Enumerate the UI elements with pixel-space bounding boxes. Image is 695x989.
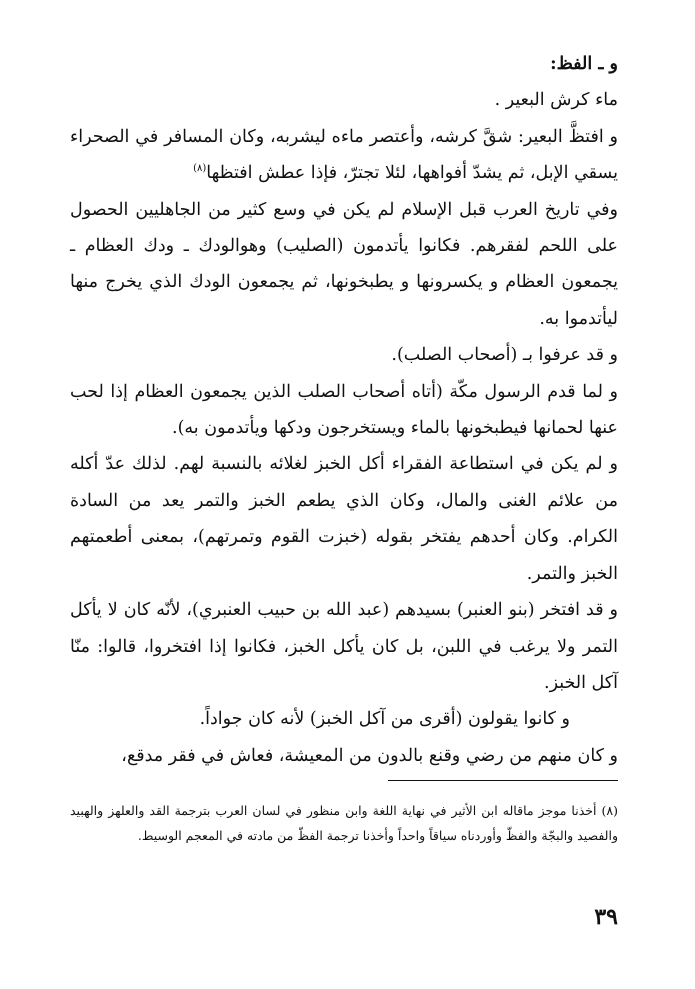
paragraph-7: و قد افتخر (بنو العنبر) بسيدهم (عبد الله بن حبيب العنبري)، لأنّه كان لا يأكل التمر ولا يرغب في اللبن، بل كان يأكل الخبز، فكانوا إذا افتخروا، قالوا: منّا آكل الخبز. <box>70 600 618 693</box>
paragraph-9: و كان منهم من رضي وقنع بالدون من المعيشة، فعاش في فقر مدقع، <box>121 745 618 766</box>
section-heading: و ـ الفظ: <box>550 54 618 74</box>
paragraph-4: و قد عرفوا بـ (أصحاب الصلب). <box>391 345 618 366</box>
page-number: ٣٩ <box>594 904 618 930</box>
paragraph-8: و كانوا يقولون (أقرى من آكل الخبز) لأنه كان جواداً. <box>199 709 570 730</box>
paragraph-5: و لما قدم الرسول مكّة (أتاه أصحاب الصلب الذين يجمعون العظام إذا لحب عنها لحمانها فيطبخونها بالماء ويستخرجون ودكها ويأتدمون به). <box>70 381 618 439</box>
footnote-reference: (٨) <box>193 163 207 175</box>
paragraph-2 <box>70 119 618 192</box>
footnote-8: (٨) أخذنا موجز ماقاله ابن الأثير في نهاية اللغة وابن منظور في لسان العرب بترجمة القد والعلهز والهبيد والفصيد والبجّة والفظّ وأوردناه سياقاً واحداً وأخذنا ترجمة الفظّ من مادته في المعجم الوسيط. <box>70 803 618 843</box>
footnote-separator <box>388 780 618 781</box>
book-page <box>70 46 618 946</box>
paragraph-6: و لم يكن في استطاعة الفقراء أكل الخبز لغلائه بالنسبة لهم. لذلك عدّ أكله من علائم الغنى والمال، وكان الذي يطعم الخبز والتمر يعد من السادة الكرام. وكان أحدهم يفتخر بقوله (خبزت القوم وتمرتهم)، بمعنى أطعمتهم الخبز والتمر. <box>70 454 618 584</box>
paragraph-2-text: و افتظَّ البعير: شقَّ كرشه، وأعتصر ماءه ليشربه، وكان المسافر في الصحراء يسقي الإبل، ثم يشدّ أفواهها، لئلا تجترّ، فإذا عطش افتظها <box>70 126 618 184</box>
paragraph-1: ماء كرش البعير . <box>494 90 618 111</box>
footnotes <box>70 798 618 848</box>
paragraph-3: وفي تاريخ العرب قبل الإسلام لم يكن في وسع كثير من الجاهليين الحصول على اللحم لفقرهم. فكانوا يأتدمون (الصليب) وهوالودك ـ ودك العظام ـ يجمعون العظام و يكسرونها و يطبخونها، ثم يجمعون الودك الذي يخرج منها ليأتدموا به. <box>70 199 618 329</box>
main-text <box>70 46 618 774</box>
